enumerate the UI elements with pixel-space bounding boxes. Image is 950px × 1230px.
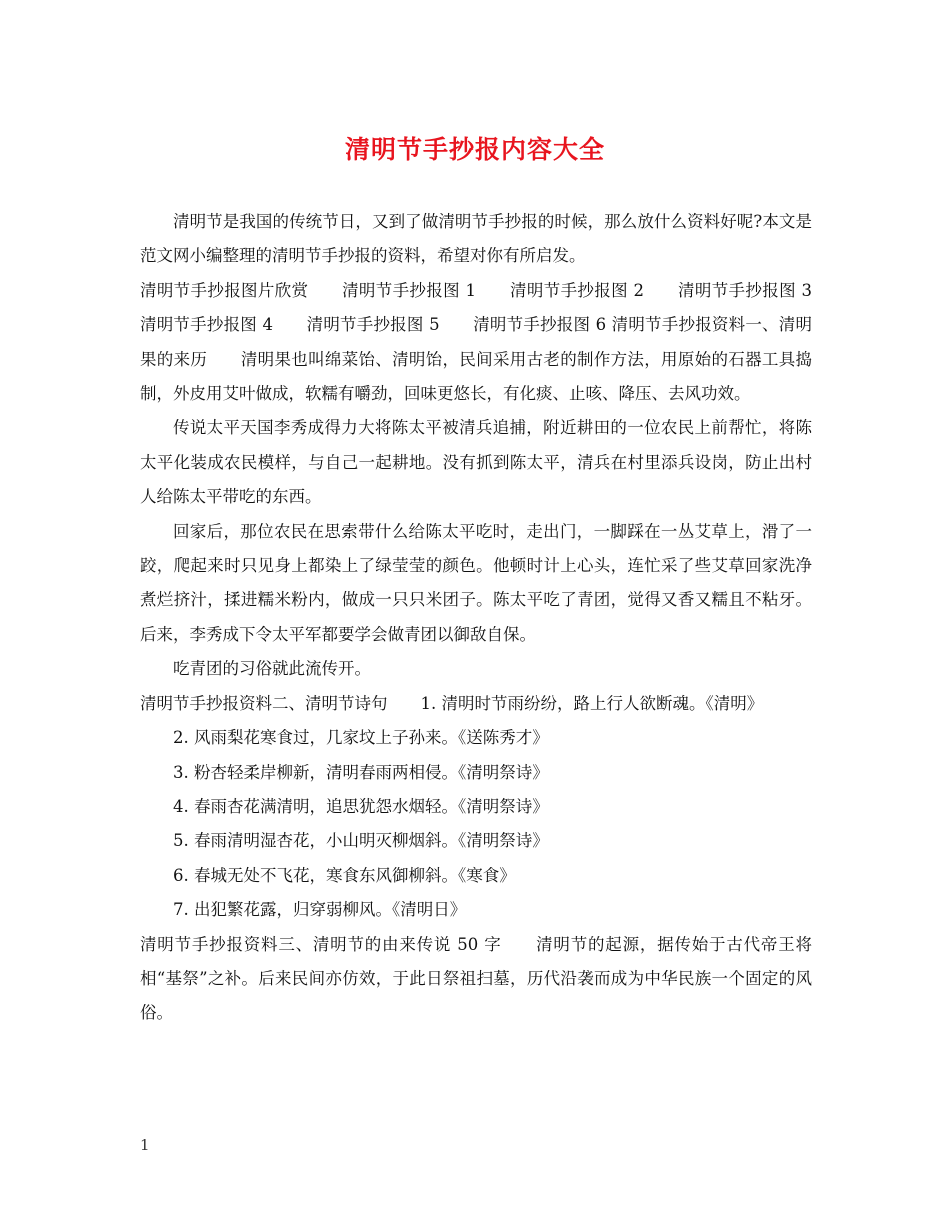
origin-paragraph: 清明节手抄报资料三、清明节的由来传说 50 字 清明节的起源，据传始于古代帝王将相“基祭”之补。后来民间亦仿效，于此日祭祖扫墓，历代沿袭而成为中华民族一个固定的风俗。 bbox=[140, 934, 812, 1023]
farmer-story-paragraph: 回家后，那位农民在思索带什么给陈太平吃时，走出门，一脚踩在一丛艾草上，滑了一跤，爬起来时只见身上都染上了绿莹莹的颜色。他顿时计上心头，连忙采了些艾草回家洗净煮烂挤汁，揉进糯米粉内，做成一只只米团子。陈太平吃了青团，觉得又香又糯且不粘牙。后来，李秀成下令太平军都要学会做青团以御敌自保。 bbox=[140, 521, 812, 644]
poems-heading-paragraph: 清明节手抄报资料二、清明节诗句 1. 清明时节雨纷纷，路上行人欲断魂。《清明》 bbox=[140, 693, 764, 713]
poem-line-4: 4. 春雨杏花满清明，追思犹怨水烟轻。《清明祭诗》 bbox=[173, 796, 549, 816]
pictures-and-qingming-fruit-paragraph: 清明节手抄报图片欣赏 清明节手抄报图 1 清明节手抄报图 2 清明节手抄报图 3 清明节手抄报图 4 清明节手抄报图 5 清明节手抄报图 6 清明节手抄报资料一、清明果的来历 清明果也叫绵菜饴、清明饴，民间采用古老的制作方法，用原始的石器工具捣制，外皮用艾叶做成，软糯有嚼劲，回味更悠长，有化痰、止咳、降压、去风功效。 bbox=[140, 280, 845, 404]
poem-line-3: 3. 粉杏轻柔岸柳新，清明春雨两相侵。《清明祭诗》 bbox=[173, 762, 549, 782]
page-number: 1 bbox=[140, 1136, 150, 1154]
poem-line-2: 2. 风雨梨花寒食过，几家坟上子孙来。《送陈秀才》 bbox=[173, 728, 549, 748]
document-body bbox=[140, 205, 845, 1031]
legend-paragraph: 传说太平天国李秀成得力大将陈太平被清兵追捕，附近耕田的一位农民上前帮忙，将陈太平化装成农民模样，与自己一起耕地。没有抓到陈太平，清兵在村里添兵设岗，防止出村人给陈太平带吃的东西。 bbox=[140, 418, 812, 507]
poem-line-5: 5. 春雨清明湿杏花，小山明灭柳烟斜。《清明祭诗》 bbox=[173, 831, 549, 851]
document-title: 清明节手抄报内容大全 bbox=[344, 135, 605, 164]
custom-spread-paragraph: 吃青团的习俗就此流传开。 bbox=[173, 659, 371, 679]
poem-line-6: 6. 春城无处不飞花，寒食东风御柳斜。《寒食》 bbox=[173, 865, 516, 885]
intro-paragraph: 清明节是我国的传统节日，又到了做清明节手抄报的时候，那么放什么资料好呢?本文是范文网小编整理的清明节手抄报的资料，希望对你有所启发。 bbox=[140, 212, 812, 266]
poem-line-7: 7. 出犯繁花露，归穿弱柳风。《清明日》 bbox=[173, 900, 467, 920]
